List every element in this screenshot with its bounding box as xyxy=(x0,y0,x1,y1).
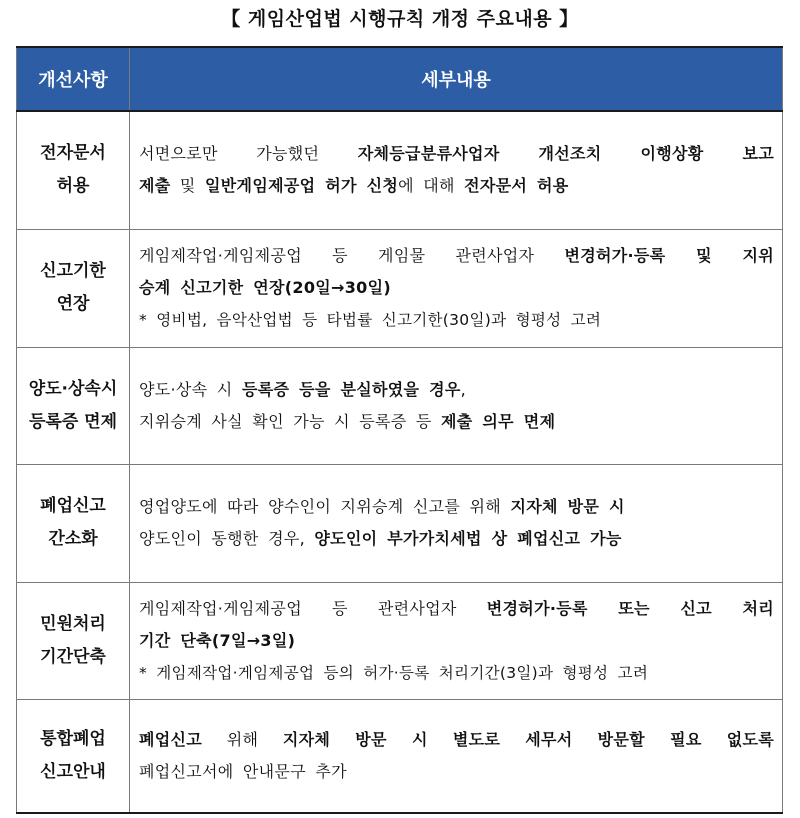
row-details xyxy=(130,111,783,229)
detail-line: 폐업신고 위해 지자체 방문 시 별도로 세무서 방문할 필요 없도록 xyxy=(139,729,774,749)
table-header-row xyxy=(17,47,783,111)
table-row xyxy=(17,464,783,582)
row-details xyxy=(130,347,783,464)
table-row xyxy=(17,229,783,347)
detail-line: 양도·상속 시 등록증 등을 분실하였을 경우, xyxy=(139,379,467,399)
detail-line: 게임제작업·게임제공업 등 게임물 관련사업자 변경허가·등록 및 지위 xyxy=(139,246,774,265)
row-category: 민원처리 기간단축 xyxy=(17,582,130,699)
detail-note: * 영비법, 음악산업법 등 타법률 신고기한(30일)과 형평성 고려 xyxy=(139,311,602,329)
detail-line: 게임제작업·게임제공업 등 관련사업자 변경허가·등록 또는 신고 처리 xyxy=(139,598,774,618)
detail-line: 폐업신고서에 안내문구 추가 xyxy=(139,761,347,781)
reform-table xyxy=(16,46,783,814)
table-row xyxy=(17,111,783,229)
page-title: 【 게임산업법 시행규칙 개정 주요내용 】 xyxy=(221,8,579,30)
detail-line: 양도인이 동행한 경우, 양도인이 부가가치세법 상 폐업신고 가능 xyxy=(139,529,622,548)
detail-note: * 게임제작업·게임제공업 등의 허가·등록 처리기간(3일)과 형평성 고려 xyxy=(139,663,649,682)
row-details xyxy=(130,699,783,813)
row-category: 폐업신고 간소화 xyxy=(17,464,130,582)
header-details: 세부내용 xyxy=(130,47,783,111)
row-details xyxy=(130,229,783,347)
row-category: 통합폐업 신고안내 xyxy=(17,699,130,813)
row-category: 전자문서 허용 xyxy=(17,111,130,229)
detail-line: 기간 단축(7일→3일) xyxy=(139,630,296,650)
detail-line: 영업양도에 따라 양수인이 지위승계 신고를 위해 지자체 방문 시 xyxy=(139,497,625,516)
detail-line: 서면으로만 가능했던 자체등급분류사업자 개선조치 이행상황 보고 xyxy=(139,144,774,164)
row-category: 신고기한 연장 xyxy=(17,229,130,347)
detail-line: 제출 및 일반게임제공업 허가 신청에 대해 전자문서 허용 xyxy=(139,176,569,196)
row-details xyxy=(130,582,783,699)
table-row xyxy=(17,582,783,699)
table-row xyxy=(17,347,783,464)
detail-line: 승계 신고기한 연장(20일→30일) xyxy=(139,278,391,297)
header-improvement: 개선사항 xyxy=(17,47,130,111)
detail-line: 지위승계 사실 확인 가능 시 등록증 등 제출 의무 면제 xyxy=(139,411,556,431)
row-details xyxy=(130,464,783,582)
row-category: 양도·상속시 등록증 면제 xyxy=(17,347,130,464)
table-row xyxy=(17,699,783,813)
